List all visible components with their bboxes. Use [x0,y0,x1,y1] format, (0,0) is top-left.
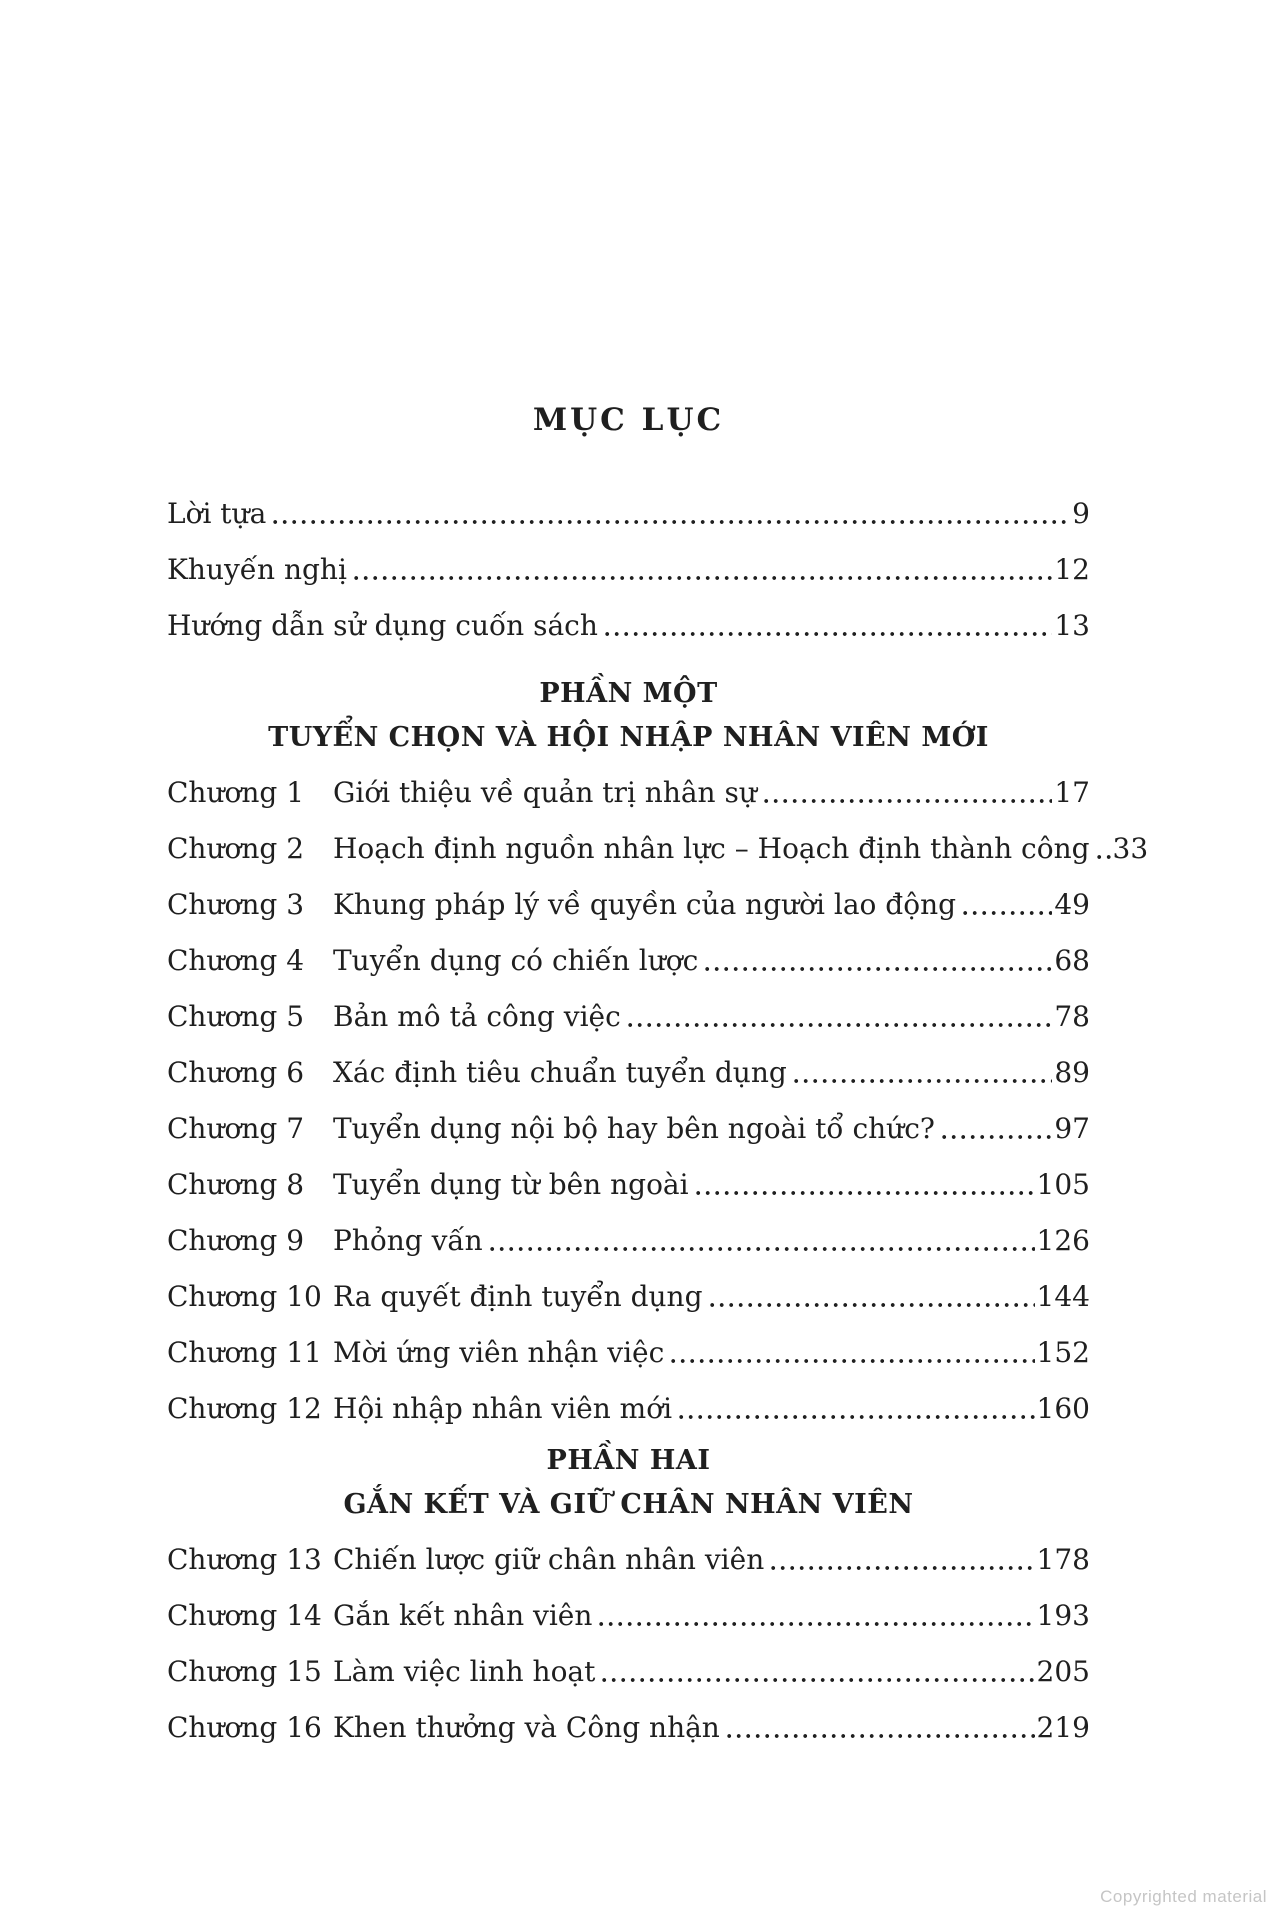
dot-leader [671,1325,1034,1381]
chapter-label: Chương 16 [167,1711,322,1744]
toc-entry-title: Ra quyết định tuyển dụng [333,1280,703,1313]
chapter-label: Chương 5 [167,1000,305,1033]
toc-row [167,1381,1090,1437]
dot-leader [490,1213,1035,1269]
toc-sections [167,672,1149,1756]
dot-leader [605,598,1053,654]
chapter-label: Chương 10 [167,1280,322,1313]
toc-entry-title: Hướng dẫn sử dụng cuốn sách [167,609,598,642]
section-rows [167,765,1149,1437]
toc-entry-title: Hội nhập nhân viên mới [333,1392,673,1425]
page-number: 97 [1054,1112,1090,1145]
toc-entry-title: Tuyển dụng có chiến lược [333,944,699,977]
page-number: 68 [1054,944,1090,977]
page-number: 144 [1036,1280,1090,1313]
toc-entry-title: Làm việc linh hoạt [333,1655,596,1688]
chapter-label: Chương 1 [167,776,305,809]
chapter-label: Chương 14 [167,1599,322,1632]
chapter-label: Chương 3 [167,888,305,921]
page-number: 160 [1036,1392,1090,1425]
copyright-watermark: Copyrighted material [1100,1887,1267,1906]
chapter-label: Chương 12 [167,1392,322,1425]
chapter-label: Chương 8 [167,1168,305,1201]
dot-leader [273,486,1070,542]
page-number: 12 [1054,553,1090,586]
page-title: MỤC LỤC [532,402,725,438]
dot-leader [602,1644,1034,1700]
toc-row [167,1045,1090,1101]
toc-row [167,542,1090,598]
toc-entry-title: Giới thiệu về quản trị nhân sự [333,776,757,809]
chapter-label: Chương 7 [167,1112,305,1145]
page-number: 17 [1054,776,1090,809]
toc-row [167,1157,1090,1213]
page-number: 152 [1036,1336,1090,1369]
toc-row [167,1588,1090,1644]
toc-page [167,0,1149,1928]
part-title: GẮN KẾT VÀ GIỮ CHÂN NHÂN VIÊN [343,1489,914,1520]
toc-row [167,877,1090,933]
dot-leader [628,989,1053,1045]
toc-entry-title: Phỏng vấn [333,1224,483,1257]
section-rows [167,1532,1090,1756]
toc-entry-title: Gắn kết nhân viên [333,1599,593,1632]
toc-row [167,598,1090,654]
toc-row [167,486,1090,542]
dot-leader [1097,821,1111,877]
dot-leader [696,1157,1035,1213]
dot-leader [679,1381,1034,1437]
toc-entry-title: Khen thưởng và Công nhận [333,1711,720,1744]
chapter-label: Chương 4 [167,944,305,977]
chapter-label: Chương 11 [167,1336,322,1369]
toc-entry-title: Tuyển dụng từ bên ngoài [333,1168,689,1201]
toc-entry-title: Tuyển dụng nội bộ hay bên ngoài tổ chức? [333,1112,935,1145]
part-title: TUYỂN CHỌN VÀ HỘI NHẬP NHÂN VIÊN MỚI [268,722,989,753]
toc-entry-title: Chiến lược giữ chân nhân viên [333,1543,765,1576]
dot-leader [942,1101,1052,1157]
page-number: 178 [1036,1543,1090,1576]
page-number: 193 [1036,1599,1090,1632]
page-number: 126 [1036,1224,1090,1257]
dot-leader [764,765,1052,821]
dot-leader [963,877,1052,933]
dot-leader [599,1588,1034,1644]
chapter-label: Chương 13 [167,1543,322,1576]
toc-entry-title: Bản mô tả công việc [333,1000,621,1033]
toc-row [167,1269,1090,1325]
toc-row [167,933,1090,989]
chapter-label: Chương 9 [167,1224,305,1257]
page-number: 13 [1054,609,1090,642]
part-heading [167,1439,1090,1527]
toc-row [167,1325,1090,1381]
toc-row [167,765,1090,821]
toc-entry-title: Khung pháp lý về quyền của người lao động [333,888,957,921]
toc-section [167,672,1149,1437]
page-number: 219 [1036,1711,1090,1744]
chapter-label: Chương 6 [167,1056,305,1089]
toc-row [167,821,1149,877]
toc-entry-title: Hoạch định nguồn nhân lực – Hoạch định thành công [333,832,1090,865]
part-label: PHẦN MỘT [539,678,718,709]
dot-leader [727,1700,1035,1756]
chapter-label: Chương 15 [167,1655,322,1688]
part-label: PHẦN HAI [546,1445,711,1476]
toc-row [167,1700,1090,1756]
toc-row [167,1644,1090,1700]
toc-entry-title: Lời tựa [167,497,267,530]
page-number: 78 [1054,1000,1090,1033]
part-heading [167,672,1090,760]
toc-row [167,1532,1090,1588]
page-number: 89 [1054,1056,1090,1089]
toc-row [167,1213,1090,1269]
dot-leader [771,1532,1034,1588]
toc-entry-title: Khuyến nghị [167,553,347,586]
page-number: 33 [1112,832,1149,865]
toc-entry-title: Mời ứng viên nhận việc [333,1336,665,1369]
toc-row [167,989,1090,1045]
page-number: 9 [1072,497,1090,530]
toc-section [167,1439,1090,1756]
dot-leader [794,1045,1053,1101]
dot-leader [710,1269,1035,1325]
toc-entry-title: Xác định tiêu chuẩn tuyển dụng [333,1056,787,1089]
toc-row [167,1101,1090,1157]
dot-leader [705,933,1052,989]
chapter-label: Chương 2 [167,832,305,865]
front-matter-list [167,486,1090,654]
dot-leader [354,542,1052,598]
page-number: 205 [1036,1655,1090,1688]
page-number: 49 [1054,888,1090,921]
page-number: 105 [1036,1168,1090,1201]
